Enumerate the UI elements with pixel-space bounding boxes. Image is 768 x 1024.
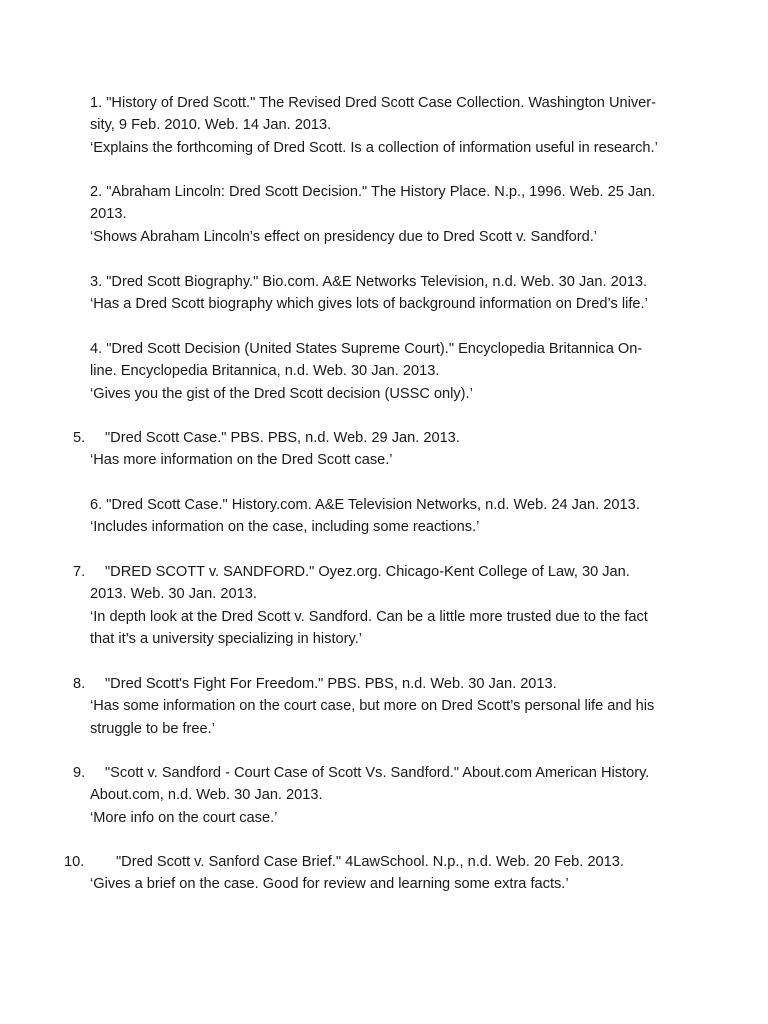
entry-number: 2. (90, 184, 103, 200)
entry-number: 9. (73, 765, 86, 781)
annotation-line: ‘Gives a brief on the case. Good for review and learning some extra facts.’ (90, 876, 569, 893)
citation-line: "Dred Scott Case." PBS. PBS, n.d. Web. 29 Jan. 2013. (105, 430, 460, 446)
citation-line: 2. "Abraham Lincoln: Dred Scott Decision." The History Place. N.p., 1996. Web. 25 Jan. (90, 184, 656, 200)
citation-line: "Dred Scott's Fight For Freedom." PBS. PBS, n.d. Web. 30 Jan. 2013. (105, 676, 557, 692)
annotation-line: ‘Includes information on the case, including some reactions.’ (90, 519, 480, 536)
annotation-line: ‘Explains the forthcoming of Dred Scott. Is a collection of information useful in research.’ (90, 139, 658, 156)
citation-line: 4. "Dred Scott Decision (United States Supreme Court)." Encyclopedia Britannica On- (90, 341, 643, 357)
annotation-line: struggle to be free.’ (90, 720, 215, 737)
bibliography-entry-9 (73, 762, 690, 829)
entry-number: 7. (73, 564, 86, 580)
bibliography-entry-8 (73, 673, 690, 740)
citation-line: "Dred Scott v. Sanford Case Brief." 4LawSchool. N.p., n.d. Web. 20 Feb. 2013. (116, 854, 624, 870)
bibliography-entry-1 (90, 92, 690, 159)
entry-number: 8. (73, 676, 86, 692)
annotation-line: ‘Has a Dred Scott biography which gives lots of background information on Dred’s life.’ (90, 296, 648, 313)
citation-line: About.com, n.d. Web. 30 Jan. 2013. (90, 787, 323, 804)
citation-line: 2013. Web. 30 Jan. 2013. (90, 586, 257, 603)
annotation-line: ‘Gives you the gist of the Dred Scott decision (USSC only).’ (90, 385, 473, 402)
bibliography-entry-2 (90, 181, 690, 248)
annotation-line: ‘More info on the court case.’ (90, 809, 278, 826)
bibliography-entry-10 (64, 851, 690, 896)
citation-line: sity, 9 Feb. 2010. Web. 14 Jan. 2013. (90, 117, 332, 134)
annotation-line: ‘Has more information on the Dred Scott case.’ (90, 452, 393, 469)
citation-line: 3. "Dred Scott Biography." Bio.com. A&E Networks Television, n.d. Web. 30 Jan. 2013. (90, 274, 648, 290)
citation-line: 2013. (90, 206, 127, 223)
annotation-line: ‘Has some information on the court case, but more on Dred Scott’s personal life and his (90, 698, 655, 715)
bibliography-entry-3 (90, 271, 690, 316)
entry-number: 4. (90, 341, 103, 357)
citation-line: 6. "Dred Scott Case." History.com. A&E Television Networks, n.d. Web. 24 Jan. 2013. (90, 497, 640, 513)
citation-line: "DRED SCOTT v. SANDFORD." Oyez.org. Chicago-Kent College of Law, 30 Jan. (105, 564, 630, 580)
entry-number: 1. (90, 95, 103, 111)
citation-line: "Scott v. Sandford - Court Case of Scott Vs. Sandford." About.com American History. (105, 765, 650, 781)
citation-line: line. Encyclopedia Britannica, n.d. Web. 30 Jan. 2013. (90, 363, 440, 380)
bibliography-entry-5 (73, 427, 690, 472)
annotation-line: ‘In depth look at the Dred Scott v. Sandford. Can be a little more trusted due to the fact (90, 608, 648, 625)
annotation-line: ‘Shows Abraham Lincoln’s effect on presidency due to Dred Scott v. Sandford.’ (90, 228, 598, 245)
entry-number: 10. (64, 854, 85, 870)
bibliography-entry-7 (73, 561, 690, 651)
citation-line: 1. "History of Dred Scott." The Revised Dred Scott Case Collection. Washington Univer- (90, 95, 656, 111)
bibliography-entry-4 (90, 338, 690, 405)
annotation-line: that it’s a university specializing in history.’ (90, 631, 362, 648)
entry-number: 3. (90, 274, 103, 290)
entry-number: 5. (73, 430, 86, 446)
entry-number: 6. (90, 497, 103, 513)
bibliography-entry-6 (90, 494, 690, 539)
